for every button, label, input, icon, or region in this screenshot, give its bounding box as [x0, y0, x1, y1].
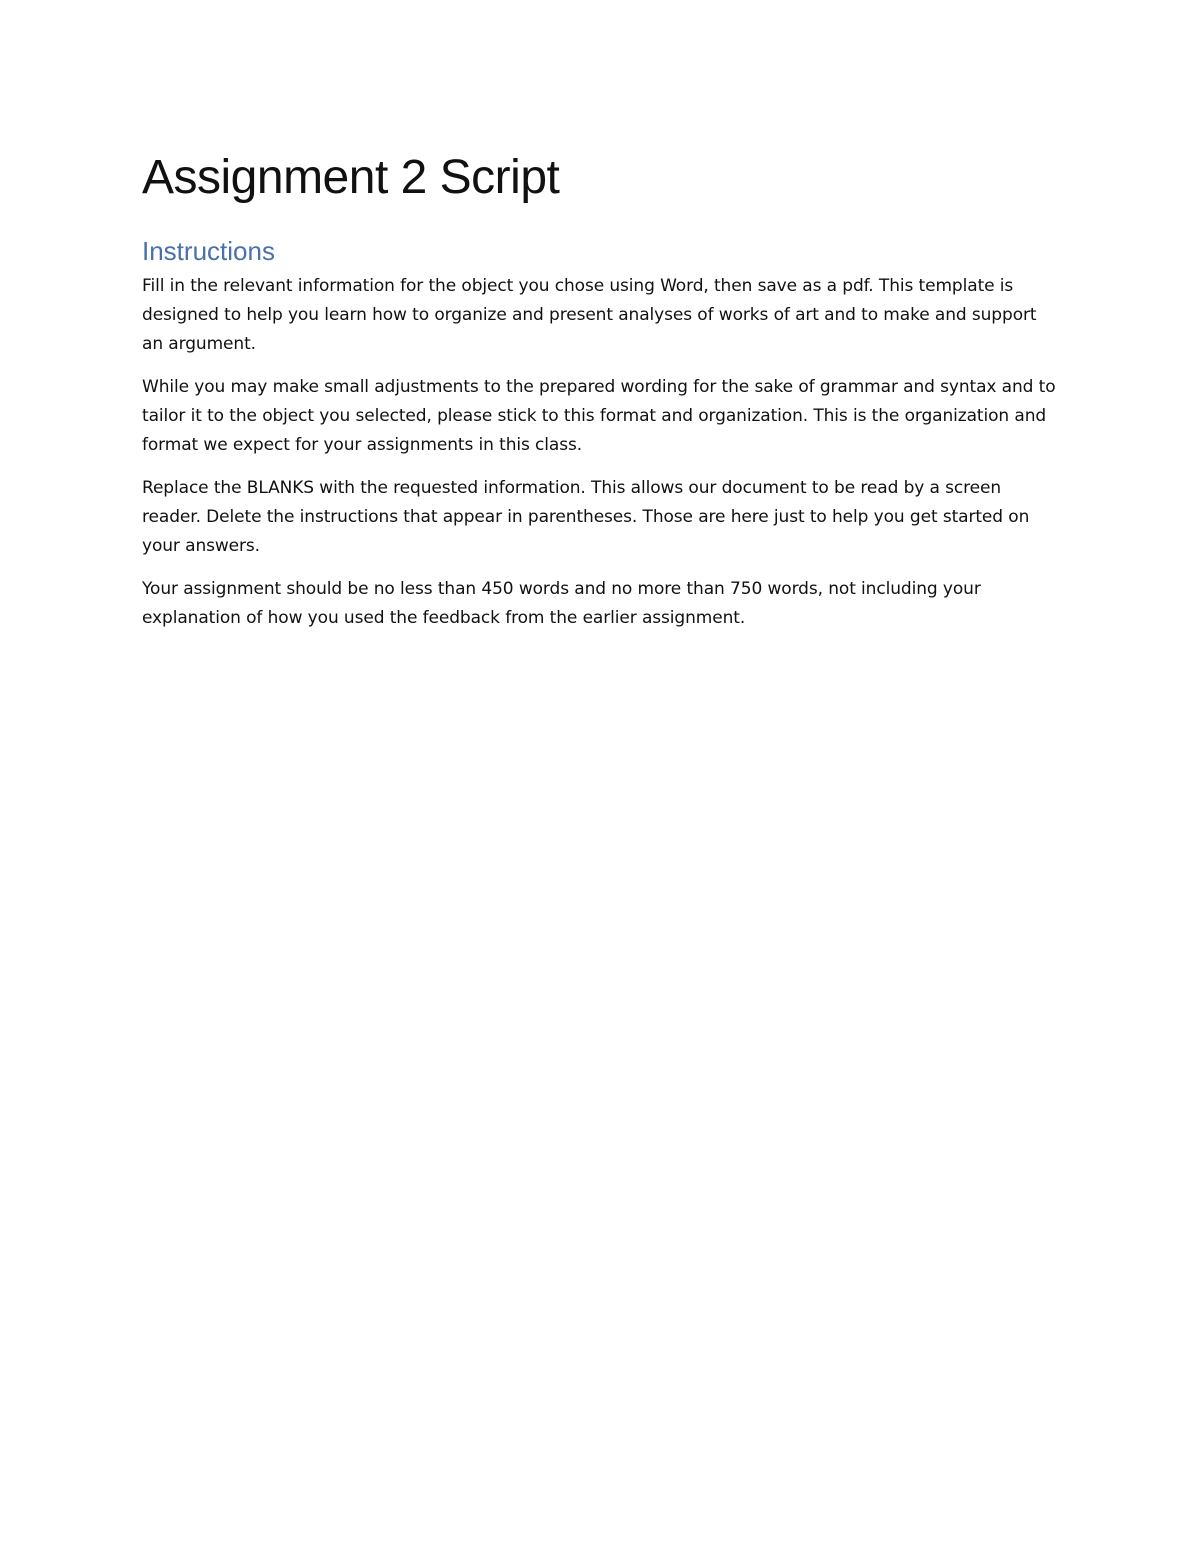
section-heading-instructions: Instructions	[142, 236, 275, 266]
instruction-paragraph-3: Replace the BLANKS with the requested information. This allows our document to be read by a screen reader. Delete the instructions that appear in parentheses. Those are here just to help you get started on your answers.	[142, 478, 1030, 556]
instruction-paragraph-1: Fill in the relevant information for the object you chose using Word, then save as a pdf. This template is designed to help you learn how to organize and present analyses of works of art and to make and support an argument.	[142, 276, 1037, 354]
document-title: Assignment 2 Script	[142, 151, 560, 204]
document-body	[142, 148, 1062, 647]
instruction-paragraph-2: While you may make small adjustments to the prepared wording for the sake of grammar and syntax and to tailor it to the object you selected, please stick to this format and organization. This is the organization and format we expect for your assignments in this class.	[142, 377, 1056, 455]
instruction-paragraph-4: Your assignment should be no less than 450 words and no more than 750 words, not including your explanation of how you used the feedback from the earlier assignment.	[142, 579, 981, 628]
